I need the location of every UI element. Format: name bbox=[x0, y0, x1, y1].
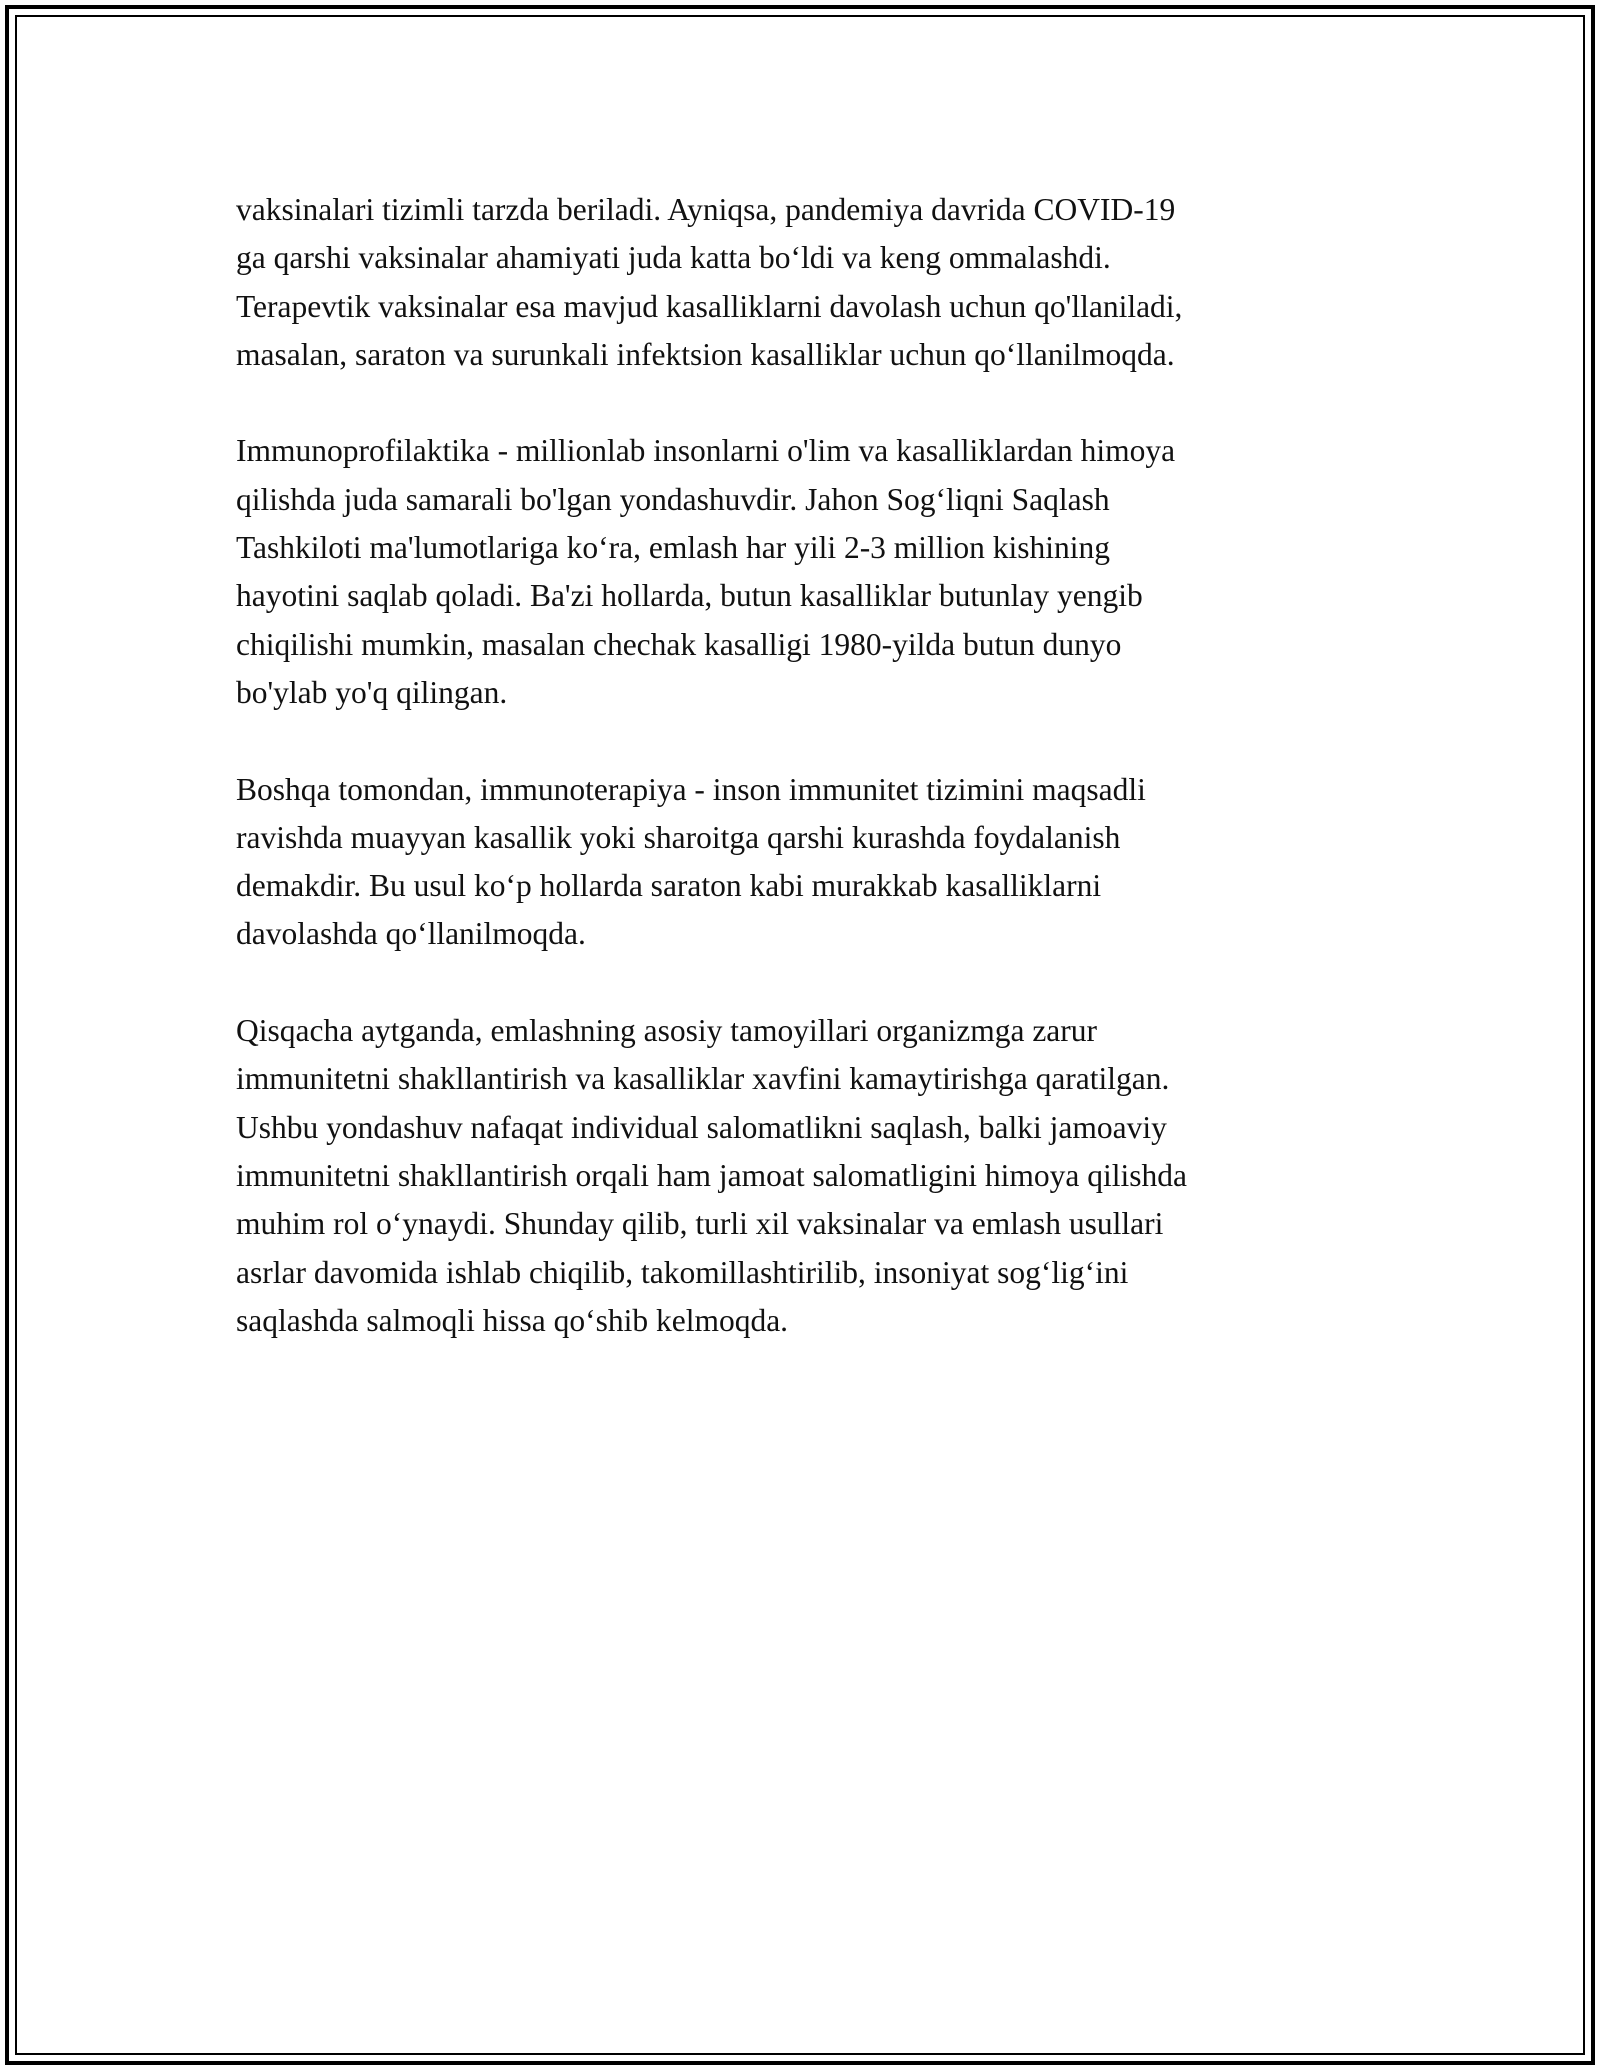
paragraph-immunoprophylaxis bbox=[236, 427, 1376, 717]
text-line: immunitetni shakllantirish va kasalliklar xavfini kamaytirishga qaratilgan. bbox=[236, 1061, 1170, 1097]
text-line: Qisqacha aytganda, emlashning asosiy tamoyillari organizmga zarur bbox=[236, 1013, 1098, 1049]
text-line: bo'ylab yo'q qilingan. bbox=[236, 674, 508, 710]
paragraph-summary bbox=[236, 1007, 1376, 1345]
text-line: masalan, saraton va surunkali infektsion kasalliklar uchun qo‘llanilmoqda. bbox=[236, 336, 1175, 372]
text-line: Ushbu yondashuv nafaqat individual salomatlikni saqlash, balki jamoaviy bbox=[236, 1109, 1167, 1145]
paragraph-vaccines bbox=[236, 186, 1376, 379]
text-line: muhim rol o‘ynaydi. Shunday qilib, turli xil vaksinalar va emlash usullari bbox=[236, 1206, 1164, 1242]
text-line: chiqilishi mumkin, masalan chechak kasalligi 1980-yilda butun dunyo bbox=[236, 626, 1122, 662]
text-line: hayotini saqlab qoladi. Ba'zi hollarda, butun kasalliklar butunlay yengib bbox=[236, 578, 1143, 614]
text-line: Immunoprofilaktika - millionlab insonlarni o'lim va kasalliklardan himoya bbox=[236, 433, 1176, 469]
paragraph-immunotherapy bbox=[236, 766, 1376, 959]
text-line: Boshqa tomondan, immunoterapiya - inson immunitet tizimini maqsadli bbox=[236, 771, 1146, 807]
text-line: ga qarshi vaksinalar ahamiyati juda katta bo‘ldi va keng ommalashdi. bbox=[236, 240, 1111, 276]
text-line: ravishda muayyan kasallik yoki sharoitga qarshi kurashda foydalanish bbox=[236, 819, 1121, 855]
text-line: demakdir. Bu usul ko‘p hollarda saraton kabi murakkab kasalliklarni bbox=[236, 868, 1102, 904]
text-line: Tashkiloti ma'lumotlariga ko‘ra, emlash har yili 2-3 million kishining bbox=[236, 530, 1110, 566]
document-body bbox=[236, 186, 1376, 1393]
text-line: Terapevtik vaksinalar esa mavjud kasalliklarni davolash uchun qo'llaniladi, bbox=[236, 288, 1183, 324]
text-line: saqlashda salmoqli hissa qo‘shib kelmoqda. bbox=[236, 1302, 789, 1338]
text-line: vaksinalari tizimli tarzda beriladi. Ayniqsa, pandemiya davrida COVID-19 bbox=[236, 192, 1176, 227]
text-line: asrlar davomida ishlab chiqilib, takomillashtirilib, insoniyat sog‘lig‘ini bbox=[236, 1254, 1129, 1290]
text-line: davolashda qo‘llanilmoqda. bbox=[236, 916, 586, 952]
text-line: immunitetni shakllantirish orqali ham jamoat salomatligini himoya qilishda bbox=[236, 1157, 1187, 1193]
text-line: qilishda juda samarali bo'lgan yondashuvdir. Jahon Sog‘liqni Saqlash bbox=[236, 481, 1110, 517]
